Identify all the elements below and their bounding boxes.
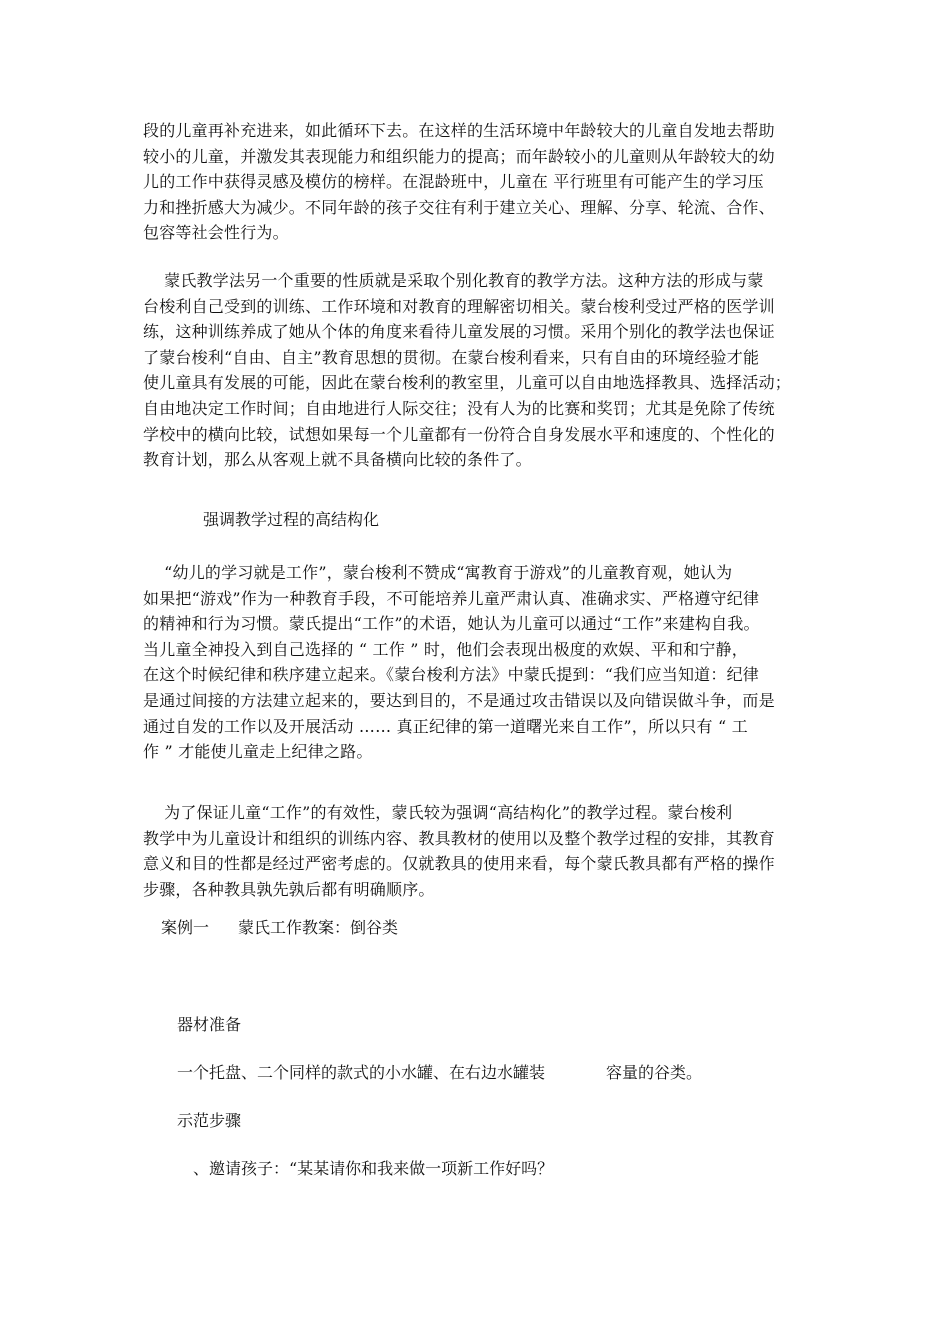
paragraph-3-line: 当儿童全神投入到自己选择的 “ 工作 ” 时，他们会表现出极度的欢娱、平和和宁静， [143,639,748,659]
paragraph-3-line: 如果把“游戏”作为一种教育手段，不可能培养儿童严肃认真、准确求实、严格遵守纪律 [143,588,760,608]
materials-heading: 器材准备 [177,1015,242,1034]
paragraph-2 [143,268,803,473]
paragraph-3-line: 通过自发的工作以及开展活动 …… 真正纪律的第一道曙光来自工作”，所以只有 “ 工 [143,716,748,736]
materials-text: 一个托盘、二个同样的款式的小水罐、在右边水罐装 [177,1063,546,1082]
case-title: 蒙氏工作教案：倒谷类 [238,918,399,937]
paragraph-1 [143,118,803,246]
step-1: 、邀请孩子：“某某请你和我来做一项新工作好吗？ [193,1159,554,1178]
paragraph-1-line: 包容等社会性行为。 [143,223,289,243]
paragraph-3-line: 是通过间接的方法建立起来的，要达到目的，不是通过攻击错误以及向错误做斗争，而是 [143,690,775,710]
paragraph-4-line: 意义和目的性都是经过严密考虑的。仅就教具的使用来看，每个蒙氏教具都有严格的操作 [143,854,775,874]
paragraph-2-line: 台梭利自己受到的训练、工作环境和对教育的理解密切相关。蒙台梭利受过严格的医学训 [143,296,775,316]
paragraph-3-line: “幼儿的学习就是工作”，蒙台梭利不赞成“寓教育于游戏”的儿童教育观，她认为 [143,563,733,582]
paragraph-2-line: 练，这种训练养成了她从个体的角度来看待儿童发展的习惯。采用个别化的教学法也保证 [143,322,775,342]
paragraph-2-line: 使儿童具有发展的可能，因此在蒙台梭利的教室里，儿童可以自由地选择教具、选择活动； [143,373,792,393]
paragraph-3 [143,560,803,765]
paragraph-1-line: 力和挫折感大为减少。不同年龄的孩子交往有利于建立关心、理解、分享、轮流、合作、 [143,197,775,217]
paragraph-2-line: 自由地决定工作时间；自由地进行人际交往；没有人为的比赛和奖罚；尤其是免除了传统 [143,398,775,418]
paragraph-2-line: 蒙氏教学法另一个重要的性质就是采取个别化教育的教学方法。这种方法的形成与蒙 [143,271,764,290]
steps-heading: 示范步骤 [177,1111,242,1130]
paragraph-4-line: 步骤，各种教具孰先孰后都有明确顺序。 [143,879,435,899]
paragraph-1-line: 段的儿童再补充进来，如此循环下去。在这样的生活环境中年龄较大的儿童自发地去帮助 [143,121,775,140]
paragraph-4-line: 教学中为儿童设计和组织的训练内容、教具教材的使用以及整个教学过程的安排，其教育 [143,828,775,848]
paragraph-4 [143,800,803,902]
section-heading: 强调教学过程的高结构化 [203,510,380,529]
paragraph-1-line: 儿的工作中获得灵感及模仿的榜样。在混龄班中，儿童在 平行班里有可能产生的学习压 [143,172,764,192]
paragraph-3-line: 的精神和行为习惯。蒙氏提出“工作”的术语，她认为儿童可以通过“工作”来建构自我。 [143,614,760,634]
materials-text-end: 容量的谷类。 [606,1063,703,1082]
case-label: 案例一 [161,918,210,937]
paragraph-4-line: 为了保证儿童“工作”的有效性，蒙氏较为强调“高结构化”的教学过程。蒙台梭利 [143,803,733,822]
paragraph-3-line: 作 ” 才能使儿童走上纪律之路。 [143,742,373,762]
paragraph-2-line: 学校中的横向比较，试想如果每一个儿童都有一份符合自身发展水平和速度的、个性化的 [143,424,775,444]
paragraph-2-line: 教育计划，那么从客观上就不具备横向比较的条件了。 [143,450,532,470]
paragraph-2-line: 了蒙台梭利“自由、自主”教育思想的贯彻。在蒙台梭利看来，只有自由的环境经验才能 [143,347,760,367]
paragraph-1-line: 较小的儿童，并激发其表现能力和组织能力的提高；而年龄较小的儿童则从年龄较大的幼 [143,146,775,166]
paragraph-3-line: 在这个时候纪律和秩序建立起来。《蒙台梭利方法》中蒙氏提到：“我们应当知道：纪律 [143,665,759,685]
